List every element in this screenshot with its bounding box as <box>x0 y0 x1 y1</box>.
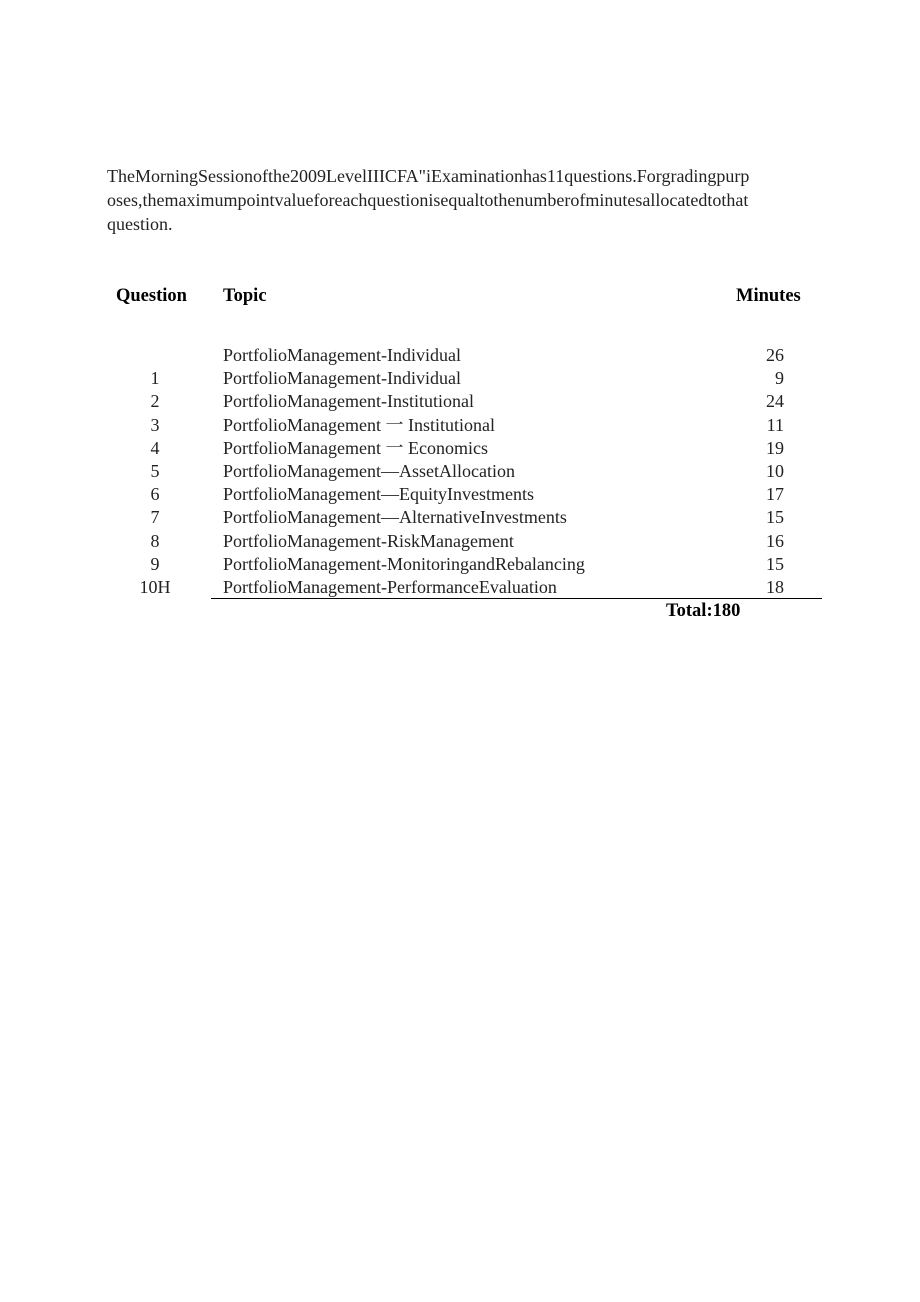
question-minutes: 15 <box>766 553 784 574</box>
question-topic: PortfolioManagement-PerformanceEvaluation <box>223 576 557 597</box>
question-number: 1 <box>150 368 160 389</box>
table-row <box>0 553 920 576</box>
question-minutes: 16 <box>766 530 784 551</box>
question-minutes: 11 <box>766 414 784 435</box>
question-minutes: 17 <box>766 484 784 505</box>
question-minutes: 10 <box>766 460 784 481</box>
header-topic: Topic <box>223 286 267 306</box>
intro-paragraph <box>107 164 829 236</box>
question-topic: PortfolioManagement-Individual <box>223 368 461 389</box>
question-number: 7 <box>150 507 160 528</box>
header-question: Question <box>116 286 187 306</box>
question-number: 9 <box>150 553 160 574</box>
question-minutes: 18 <box>766 576 784 597</box>
question-topic: PortfolioManagement-MonitoringandRebalancing <box>223 553 585 574</box>
question-topic: PortfolioManagement-Institutional <box>223 391 474 412</box>
question-number: 2 <box>150 391 160 412</box>
question-minutes: 15 <box>766 507 784 528</box>
total-divider <box>211 598 822 599</box>
question-topic: PortfolioManagement—EquityInvestments <box>223 484 534 505</box>
table-row <box>0 576 920 599</box>
question-number: 5 <box>150 460 160 481</box>
table-row <box>0 390 920 413</box>
question-minutes: 26 <box>766 345 784 365</box>
question-number: 3 <box>150 414 160 435</box>
intro-line-1: TheMorningSessionofthe2009LevelIIICFA"iExaminationhas11questions.Forgradingpurp <box>107 166 750 186</box>
header-minutes: Minutes <box>736 286 801 306</box>
table-row <box>0 506 920 529</box>
question-number: 10H <box>139 576 171 597</box>
question-topic: PortfolioManagement—AssetAllocation <box>223 460 515 481</box>
question-minutes: 24 <box>766 391 784 412</box>
table-row <box>0 530 920 553</box>
intro-line-3: question. <box>107 214 173 234</box>
table-row <box>0 414 920 437</box>
question-number: 6 <box>150 484 160 505</box>
question-topic: PortfolioManagement 一 Economics <box>223 437 488 458</box>
table-row <box>0 367 920 390</box>
question-topic: PortfolioManagement—AlternativeInvestments <box>223 507 567 528</box>
table-row <box>0 483 920 506</box>
question-table <box>0 344 920 599</box>
total-minutes: Total:180 <box>666 601 741 621</box>
question-minutes: 19 <box>766 437 784 458</box>
table-row <box>0 460 920 483</box>
question-topic: PortfolioManagement-RiskManagement <box>223 530 514 551</box>
table-row <box>0 344 920 367</box>
question-number: 8 <box>150 530 160 551</box>
question-number: 4 <box>150 437 160 458</box>
table-row <box>0 437 920 460</box>
question-topic: PortfolioManagement-Individual <box>223 345 461 365</box>
intro-line-2: oses,themaximumpointvalueforeachquestionisequaltothenumberofminutesallocatedtothat <box>107 190 749 210</box>
question-topic: PortfolioManagement 一 Institutional <box>223 414 495 435</box>
question-minutes: 9 <box>775 368 784 389</box>
